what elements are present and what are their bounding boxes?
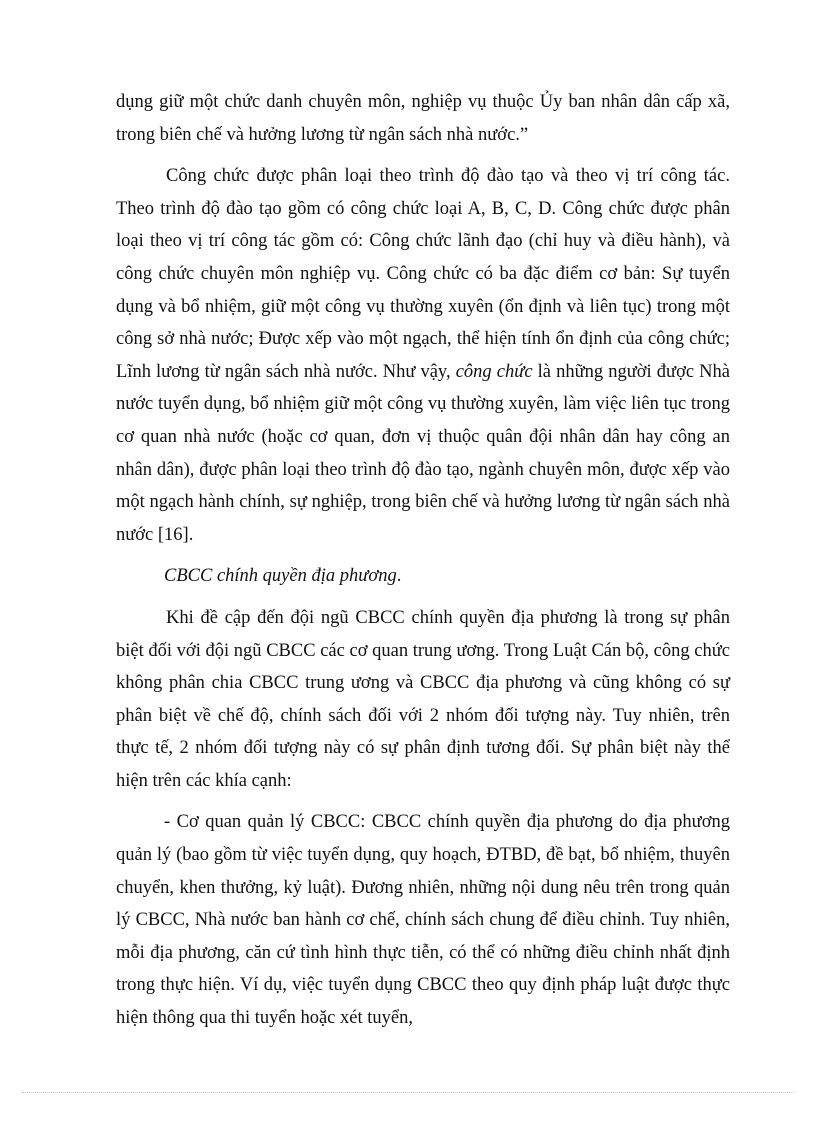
section-heading-period: .: [396, 566, 402, 587]
paragraph-3-text: Khi đề cập đến đội ngũ CBCC chính quyền địa phương là trong sự phân biệt đối với đội ngũ CBCC các cơ quan trung ương. Trong Luật Cán bộ, công chức không phân chia CBCC trung ương và CBCC địa phương và cũng không có sự phân biệt về chế độ, chính sách đối với 2 nhóm đối tượng này. Tuy nhiên, trên thực tế, 2 nhóm đối tượng này có sự phân định tương đối. Sự phân biệt này thể hiện trên các khía cạnh:: [116, 607, 730, 791]
paragraph-4: [116, 806, 730, 1034]
document-body: [116, 86, 730, 1044]
paragraph-2-text-end: là những người được Nhà nước tuyển dụng, bổ nhiệm giữ một công vụ thường xuyên, làm việc liên tục trong cơ quan nhà nước (hoặc cơ quan, đơn vị thuộc quân đội nhân dân hay công an nhân dân), được phân loại theo trình độ đào tạo, ngành chuyên môn, được xếp vào một ngạch hành chính, sự nghiệp, trong biên chế và hưởng lương từ ngân sách nhà nước [16].: [116, 361, 730, 545]
paragraph-2-emphasis: công chức: [455, 361, 533, 382]
paragraph-1: [116, 86, 730, 151]
paragraph-1-text: dụng giữ một chức danh chuyên môn, nghiệp vụ thuộc Ủy ban nhân dân cấp xã, trong biên chế và hưởng lương từ ngân sách nhà nước.”: [116, 92, 730, 145]
section-heading: [116, 560, 730, 593]
paragraph-2: [116, 160, 730, 551]
paragraph-4-text: - Cơ quan quản lý CBCC: CBCC chính quyền địa phương do địa phương quản lý (bao gồm từ việc tuyển dụng, quy hoạch, ĐTBD, đề bạt, bổ nhiệm, thuyên chuyển, khen thưởng, kỷ luật). Đương nhiên, những nội dung nêu trên trong quản lý CBCC, Nhà nước ban hành cơ chế, chính sách chung để điều chỉnh. Tuy nhiên, mỗi địa phương, căn cứ tình hình thực tiễn, có thể có những điều chỉnh nhất định trong thực hiện. Ví dụ, việc tuyển dụng CBCC theo quy định pháp luật được thực hiện thông qua thi tuyển hoặc xét tuyển,: [116, 812, 730, 1029]
section-heading-text: CBCC chính quyền địa phương: [164, 566, 397, 587]
paragraph-3: [116, 602, 730, 798]
page-footer-divider: [22, 1092, 794, 1093]
paragraph-2-text-start: Công chức được phân loại theo trình độ đào tạo và theo vị trí công tác. Theo trình độ đào tạo gồm có công chức loại A, B, C, D. Công chức được phân loại theo vị trí công tác gồm có: Công chức lãnh đạo (chỉ huy và điều hành), và công chức chuyên môn nghiệp vụ. Công chức có ba đặc điểm cơ bản: Sự tuyển dụng và bổ nhiệm, giữ một công vụ thường xuyên (ổn định và liên tục) trong một công sở nhà nước; Được xếp vào một ngạch, thể hiện tính ổn định của công chức; Lĩnh lương từ ngân sách nhà nước. Như vậy,: [116, 166, 730, 382]
